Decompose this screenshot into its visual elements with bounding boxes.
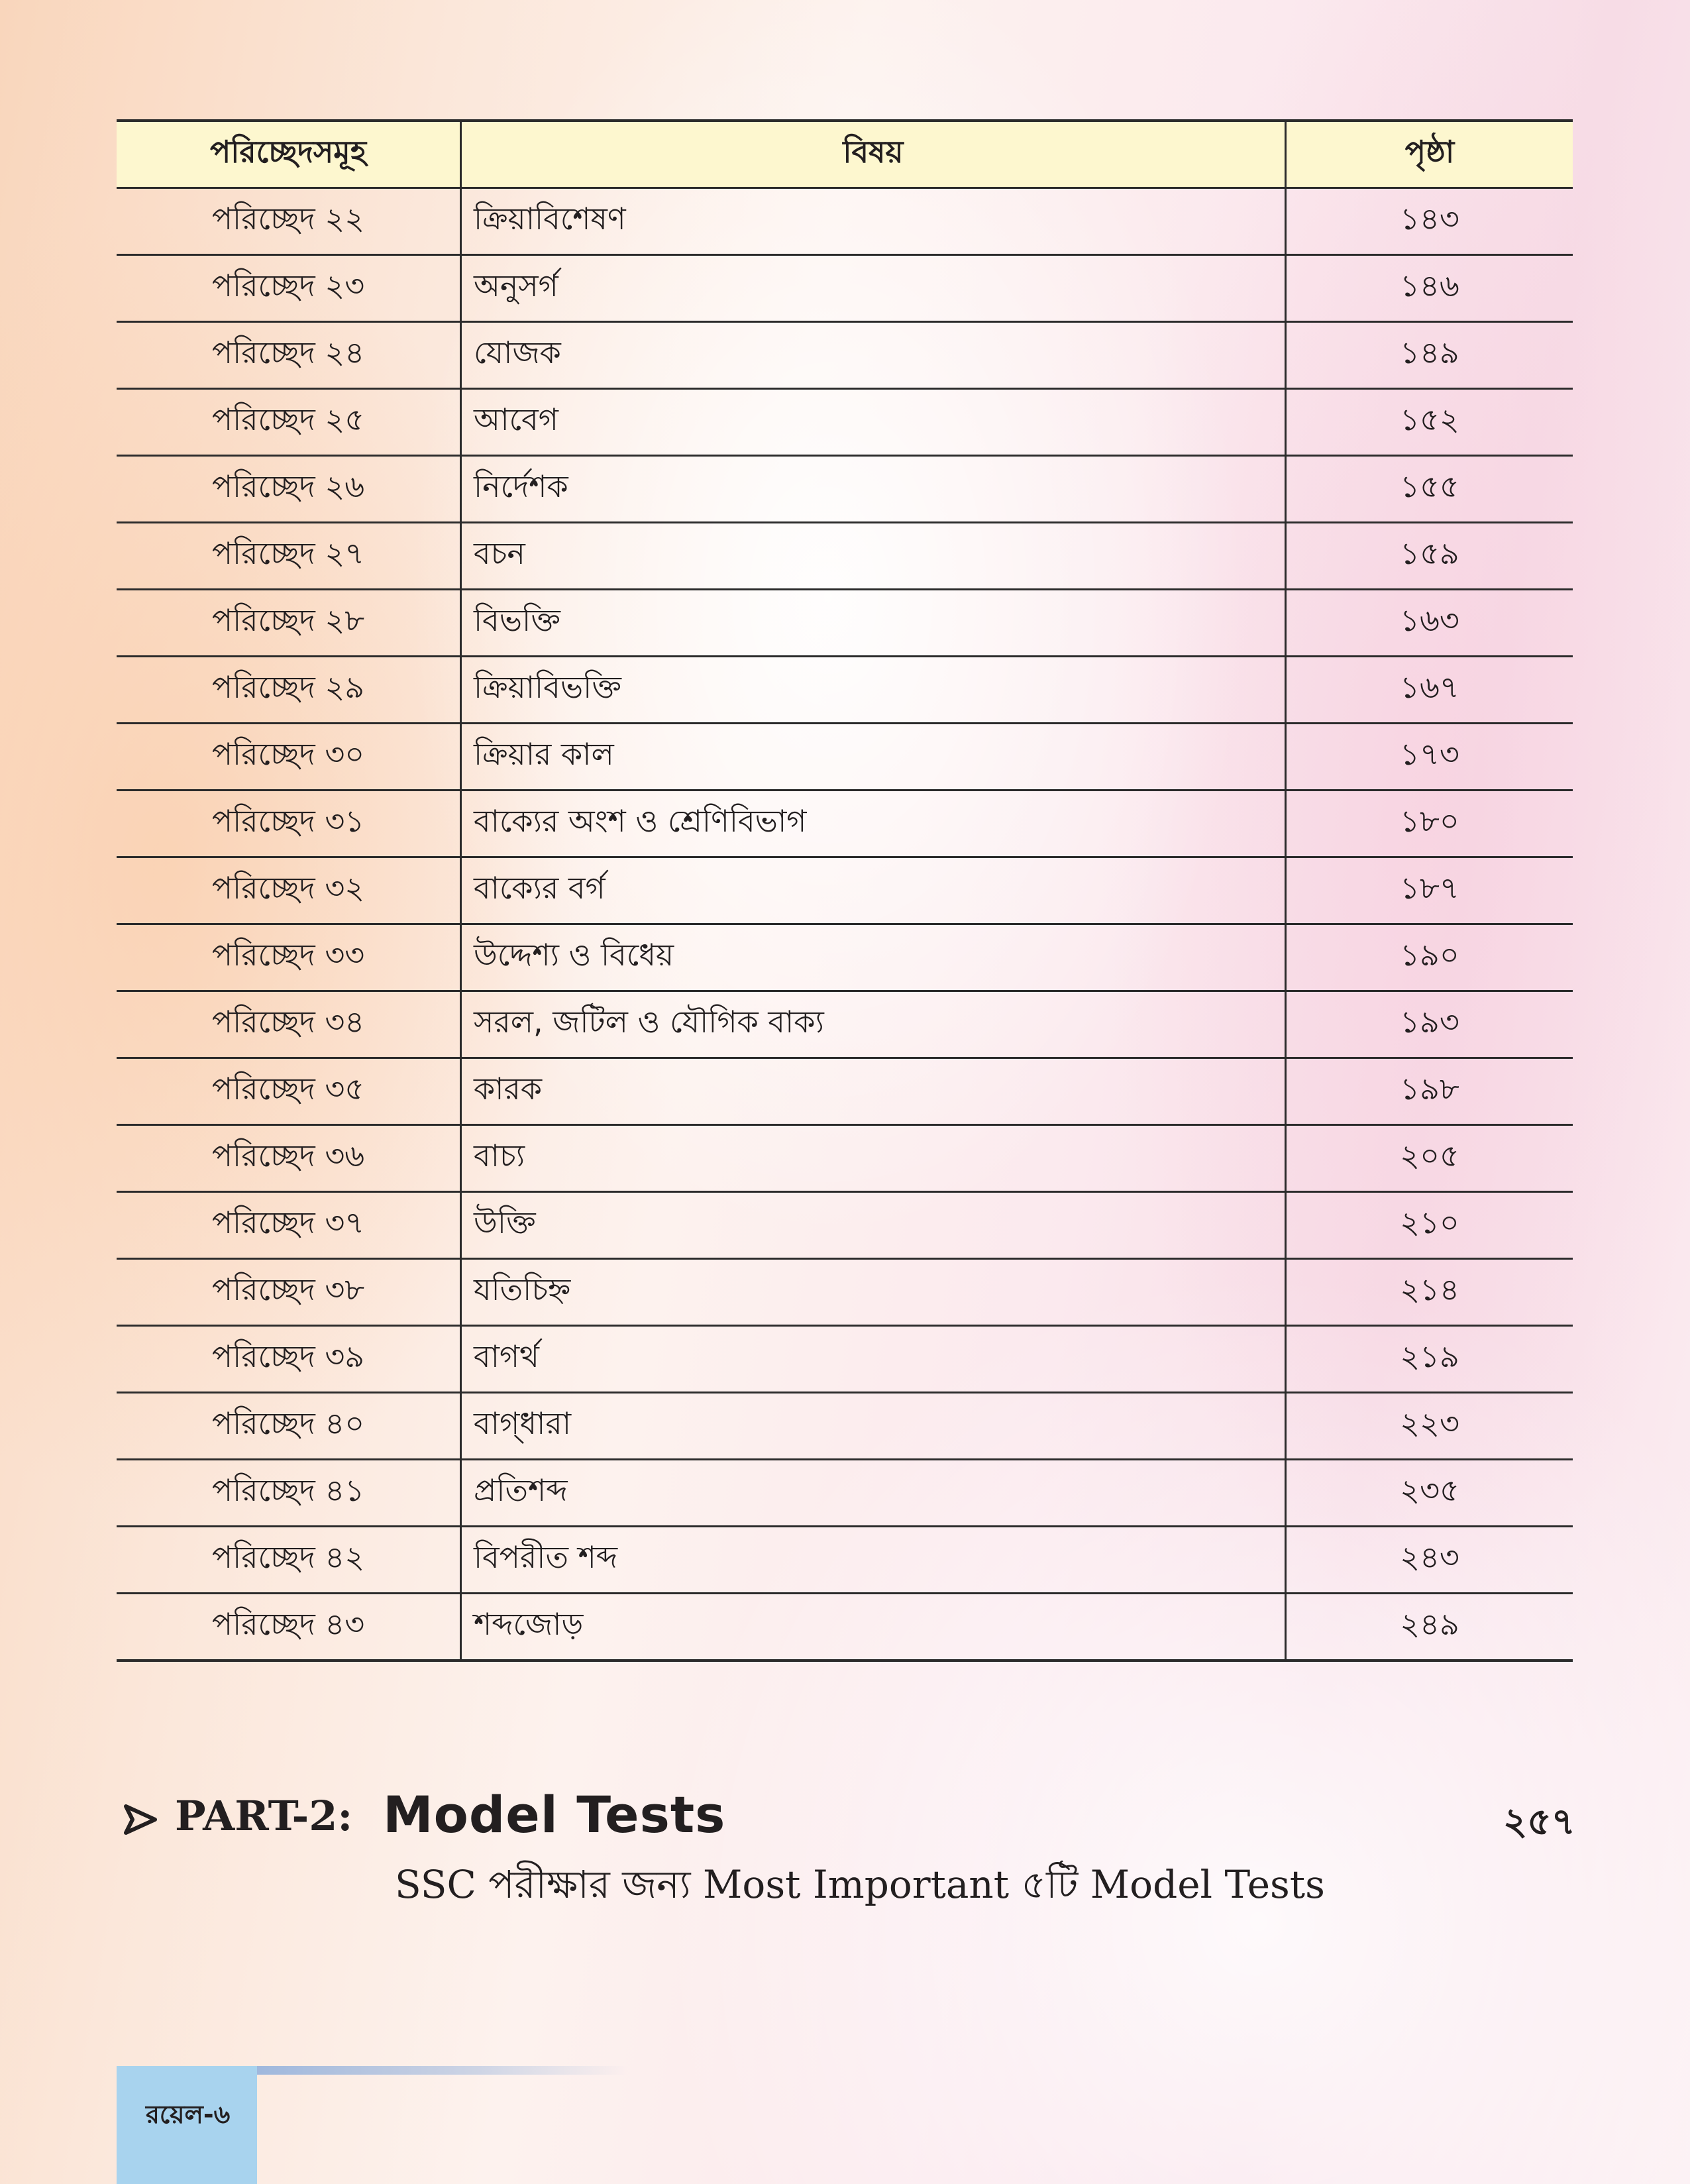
chapter-cell: পরিচ্ছেদ ৩১ (117, 791, 461, 857)
table-row (117, 1527, 1573, 1594)
page-cell: ১৪৯ (1286, 322, 1573, 389)
page-cell: ১৬৩ (1286, 590, 1573, 657)
chapter-cell: পরিচ্ছেদ ৪২ (117, 1527, 461, 1594)
chapter-cell: পরিচ্ছেদ ৩২ (117, 857, 461, 924)
chapter-cell: পরিচ্ছেদ ৩৮ (117, 1259, 461, 1326)
page-cell: ২৪৯ (1286, 1594, 1573, 1661)
topic-cell: সরল, জটিল ও যৌগিক বাক্য (461, 991, 1286, 1058)
page-cell: ১৫৫ (1286, 456, 1573, 523)
page-cell: ২১৪ (1286, 1259, 1573, 1326)
page-cell: ২৪৩ (1286, 1527, 1573, 1594)
page-cell: ১৮৭ (1286, 857, 1573, 924)
topic-cell: উক্তি (461, 1192, 1286, 1259)
table-row (117, 322, 1573, 389)
part-subtitle: SSC পরীক্ষার জন্য Most Important ৫টি Model Tests (395, 1862, 1325, 1907)
page-cell: ২১৯ (1286, 1326, 1573, 1393)
table-row (117, 1125, 1573, 1192)
table-row (117, 389, 1573, 456)
topic-cell: অনুসর্গ (461, 255, 1286, 322)
footer-label: রয়েল-৬ (146, 2100, 231, 2129)
table-row (117, 1460, 1573, 1527)
page-cell: ১৯৩ (1286, 991, 1573, 1058)
page-cell: ২১০ (1286, 1192, 1573, 1259)
topic-cell: যোজক (461, 322, 1286, 389)
page-cell: ১৮০ (1286, 791, 1573, 857)
chapter-cell: পরিচ্ছেদ ৩৬ (117, 1125, 461, 1192)
topic-cell: বচন (461, 523, 1286, 590)
topic-cell: যতিচিহ্ন (461, 1259, 1286, 1326)
topic-cell: বাচ্য (461, 1125, 1286, 1192)
toc-header-row (117, 121, 1573, 188)
topic-cell: উদ্দেশ্য ও বিধেয় (461, 924, 1286, 991)
chapter-cell: পরিচ্ছেদ ২৮ (117, 590, 461, 657)
chapter-cell: পরিচ্ছেদ ৪৩ (117, 1594, 461, 1661)
chapter-cell: পরিচ্ছেদ ৩৫ (117, 1058, 461, 1125)
chapter-cell: পরিচ্ছেদ ২২ (117, 188, 461, 255)
header-page: পৃষ্ঠা (1286, 121, 1573, 188)
topic-cell: বাগ্‌ধারা (461, 1393, 1286, 1460)
chapter-cell: পরিচ্ছেদ ২৬ (117, 456, 461, 523)
chapter-cell: পরিচ্ছেদ ৪০ (117, 1393, 461, 1460)
table-row (117, 791, 1573, 857)
toc-body (117, 188, 1573, 1661)
topic-cell: ক্রিয়াবিভক্তি (461, 657, 1286, 724)
topic-cell: শব্দজোড় (461, 1594, 1286, 1661)
table-row (117, 724, 1573, 791)
table-row (117, 1326, 1573, 1393)
chapter-cell: পরিচ্ছেদ ৪১ (117, 1460, 461, 1527)
topic-cell: প্রতিশব্দ (461, 1460, 1286, 1527)
arrowhead-bullet-icon (123, 1804, 158, 1835)
page-cell: ১৪৩ (1286, 188, 1573, 255)
footer-gradient-band (257, 2066, 628, 2075)
table-row (117, 1192, 1573, 1259)
topic-cell: ক্রিয়াবিশেষণ (461, 188, 1286, 255)
table-row (117, 1259, 1573, 1326)
topic-cell: নির্দেশক (461, 456, 1286, 523)
table-row (117, 188, 1573, 255)
chapter-cell: পরিচ্ছেদ ২৫ (117, 389, 461, 456)
page-cell: ১৫২ (1286, 389, 1573, 456)
topic-cell: বিভক্তি (461, 590, 1286, 657)
table-row (117, 1393, 1573, 1460)
topic-cell: ক্রিয়ার কাল (461, 724, 1286, 791)
part-label: PART-2: (175, 1792, 353, 1840)
header-topic: বিষয় (461, 121, 1286, 188)
part-page-number: ২৫৭ (1503, 1800, 1575, 1843)
table-row (117, 1594, 1573, 1661)
topic-cell: বাক্যের বর্গ (461, 857, 1286, 924)
page-cell: ২২৩ (1286, 1393, 1573, 1460)
table-row (117, 456, 1573, 523)
page-cell: ১৯৮ (1286, 1058, 1573, 1125)
table-row (117, 857, 1573, 924)
chapter-cell: পরিচ্ছেদ ৩৪ (117, 991, 461, 1058)
chapter-cell: পরিচ্ছেদ ৩৭ (117, 1192, 461, 1259)
page-cell: ১৭৩ (1286, 724, 1573, 791)
page-cell: ১৯০ (1286, 924, 1573, 991)
topic-cell: কারক (461, 1058, 1286, 1125)
part-title: Model Tests (383, 1785, 726, 1844)
chapter-cell: পরিচ্ছেদ ২৯ (117, 657, 461, 724)
table-row (117, 991, 1573, 1058)
topic-cell: বিপরীত শব্দ (461, 1527, 1286, 1594)
page-cell: ১৪৬ (1286, 255, 1573, 322)
chapter-cell: পরিচ্ছেদ ৩০ (117, 724, 461, 791)
chapter-cell: পরিচ্ছেদ ২৭ (117, 523, 461, 590)
toc-table (117, 119, 1573, 1662)
topic-cell: আবেগ (461, 389, 1286, 456)
part-heading (123, 1785, 1575, 1849)
table-row (117, 590, 1573, 657)
topic-cell: বাগর্থ (461, 1326, 1286, 1393)
table-row (117, 924, 1573, 991)
topic-cell: বাক্যের অংশ ও শ্রেণিবিভাগ (461, 791, 1286, 857)
chapter-cell: পরিচ্ছেদ ৩৩ (117, 924, 461, 991)
table-row (117, 1058, 1573, 1125)
table-row (117, 523, 1573, 590)
chapter-cell: পরিচ্ছেদ ৩৯ (117, 1326, 461, 1393)
page-cell: ১৫৯ (1286, 523, 1573, 590)
page-cell: ১৬৭ (1286, 657, 1573, 724)
chapter-cell: পরিচ্ছেদ ২৩ (117, 255, 461, 322)
table-row (117, 255, 1573, 322)
page-cell: ২৩৫ (1286, 1460, 1573, 1527)
header-chapters: পরিচ্ছেদসমূহ (117, 121, 461, 188)
table-row (117, 657, 1573, 724)
page-cell: ২০৫ (1286, 1125, 1573, 1192)
chapter-cell: পরিচ্ছেদ ২৪ (117, 322, 461, 389)
